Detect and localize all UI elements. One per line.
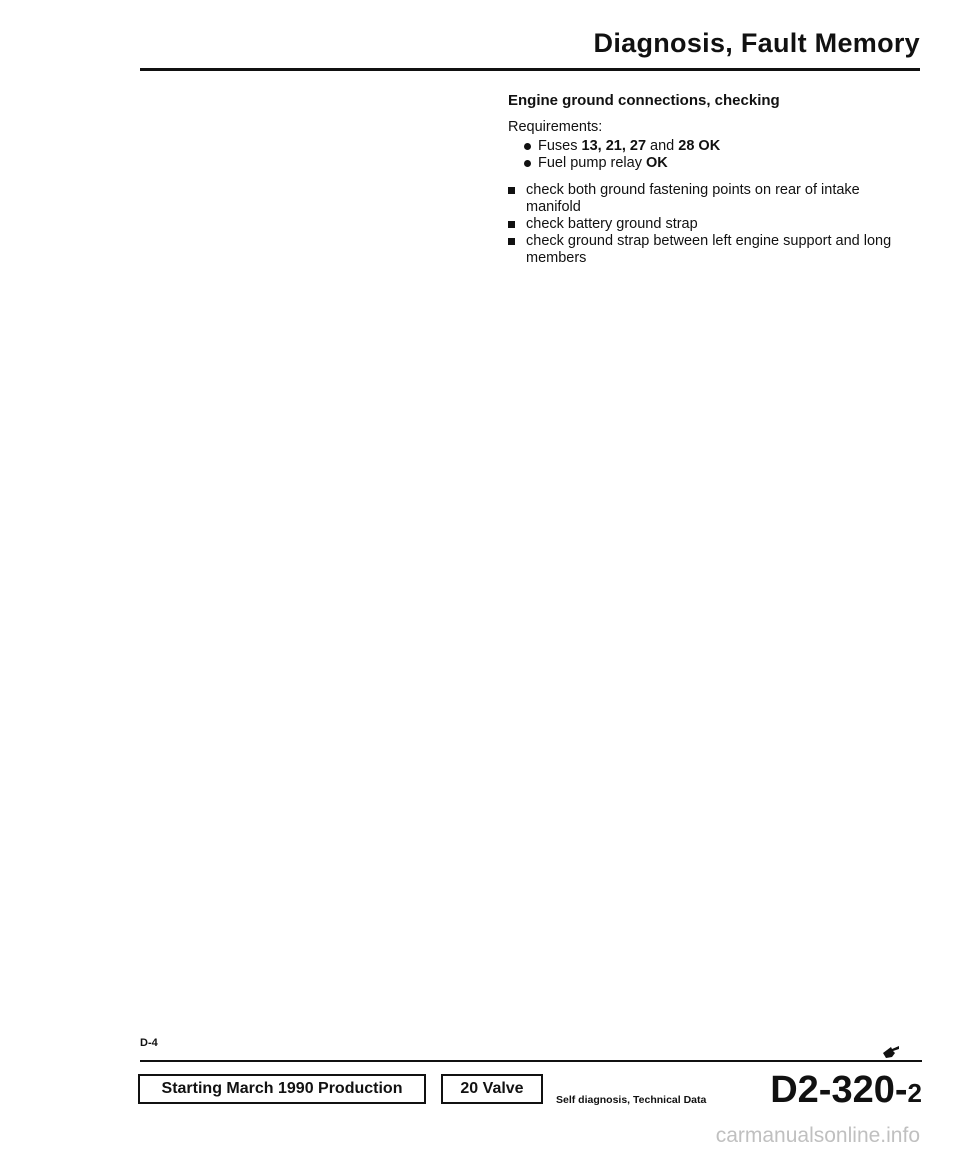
main-content bbox=[508, 92, 898, 267]
check-step-item: check ground strap between left engine support and long members bbox=[508, 233, 898, 267]
valve-label: 20 Valve bbox=[460, 1080, 524, 1097]
check-steps-list bbox=[508, 182, 898, 267]
page-number-suffix: 2 bbox=[907, 1078, 922, 1108]
footer-description: Self diagnosis, Technical Data bbox=[556, 1094, 707, 1106]
page-reference: D-4 bbox=[140, 1037, 158, 1049]
header-divider bbox=[140, 68, 920, 71]
watermark: carmanualsonline.info bbox=[715, 1124, 920, 1147]
page-number bbox=[770, 1070, 922, 1113]
page-number-main: D2-320- bbox=[770, 1069, 908, 1111]
valve-box bbox=[441, 1074, 543, 1104]
production-box bbox=[138, 1074, 426, 1104]
pointing-hand-icon bbox=[882, 1044, 900, 1060]
section-title: Engine ground connections, checking bbox=[508, 92, 780, 109]
check-step-item: check battery ground strap bbox=[508, 216, 898, 233]
requirement-item: Fuses 13, 21, 27 and 28 OK bbox=[522, 138, 898, 155]
production-label: Starting March 1990 Production bbox=[161, 1080, 403, 1097]
page-title: Diagnosis, Fault Memory bbox=[593, 28, 920, 58]
check-step-item: check both ground fastening points on rear of intake manifold bbox=[508, 182, 898, 216]
footer-divider bbox=[140, 1060, 922, 1062]
requirements-label: Requirements: bbox=[508, 119, 603, 135]
requirements-list bbox=[508, 138, 898, 172]
requirement-item: Fuel pump relay OK bbox=[522, 155, 898, 172]
